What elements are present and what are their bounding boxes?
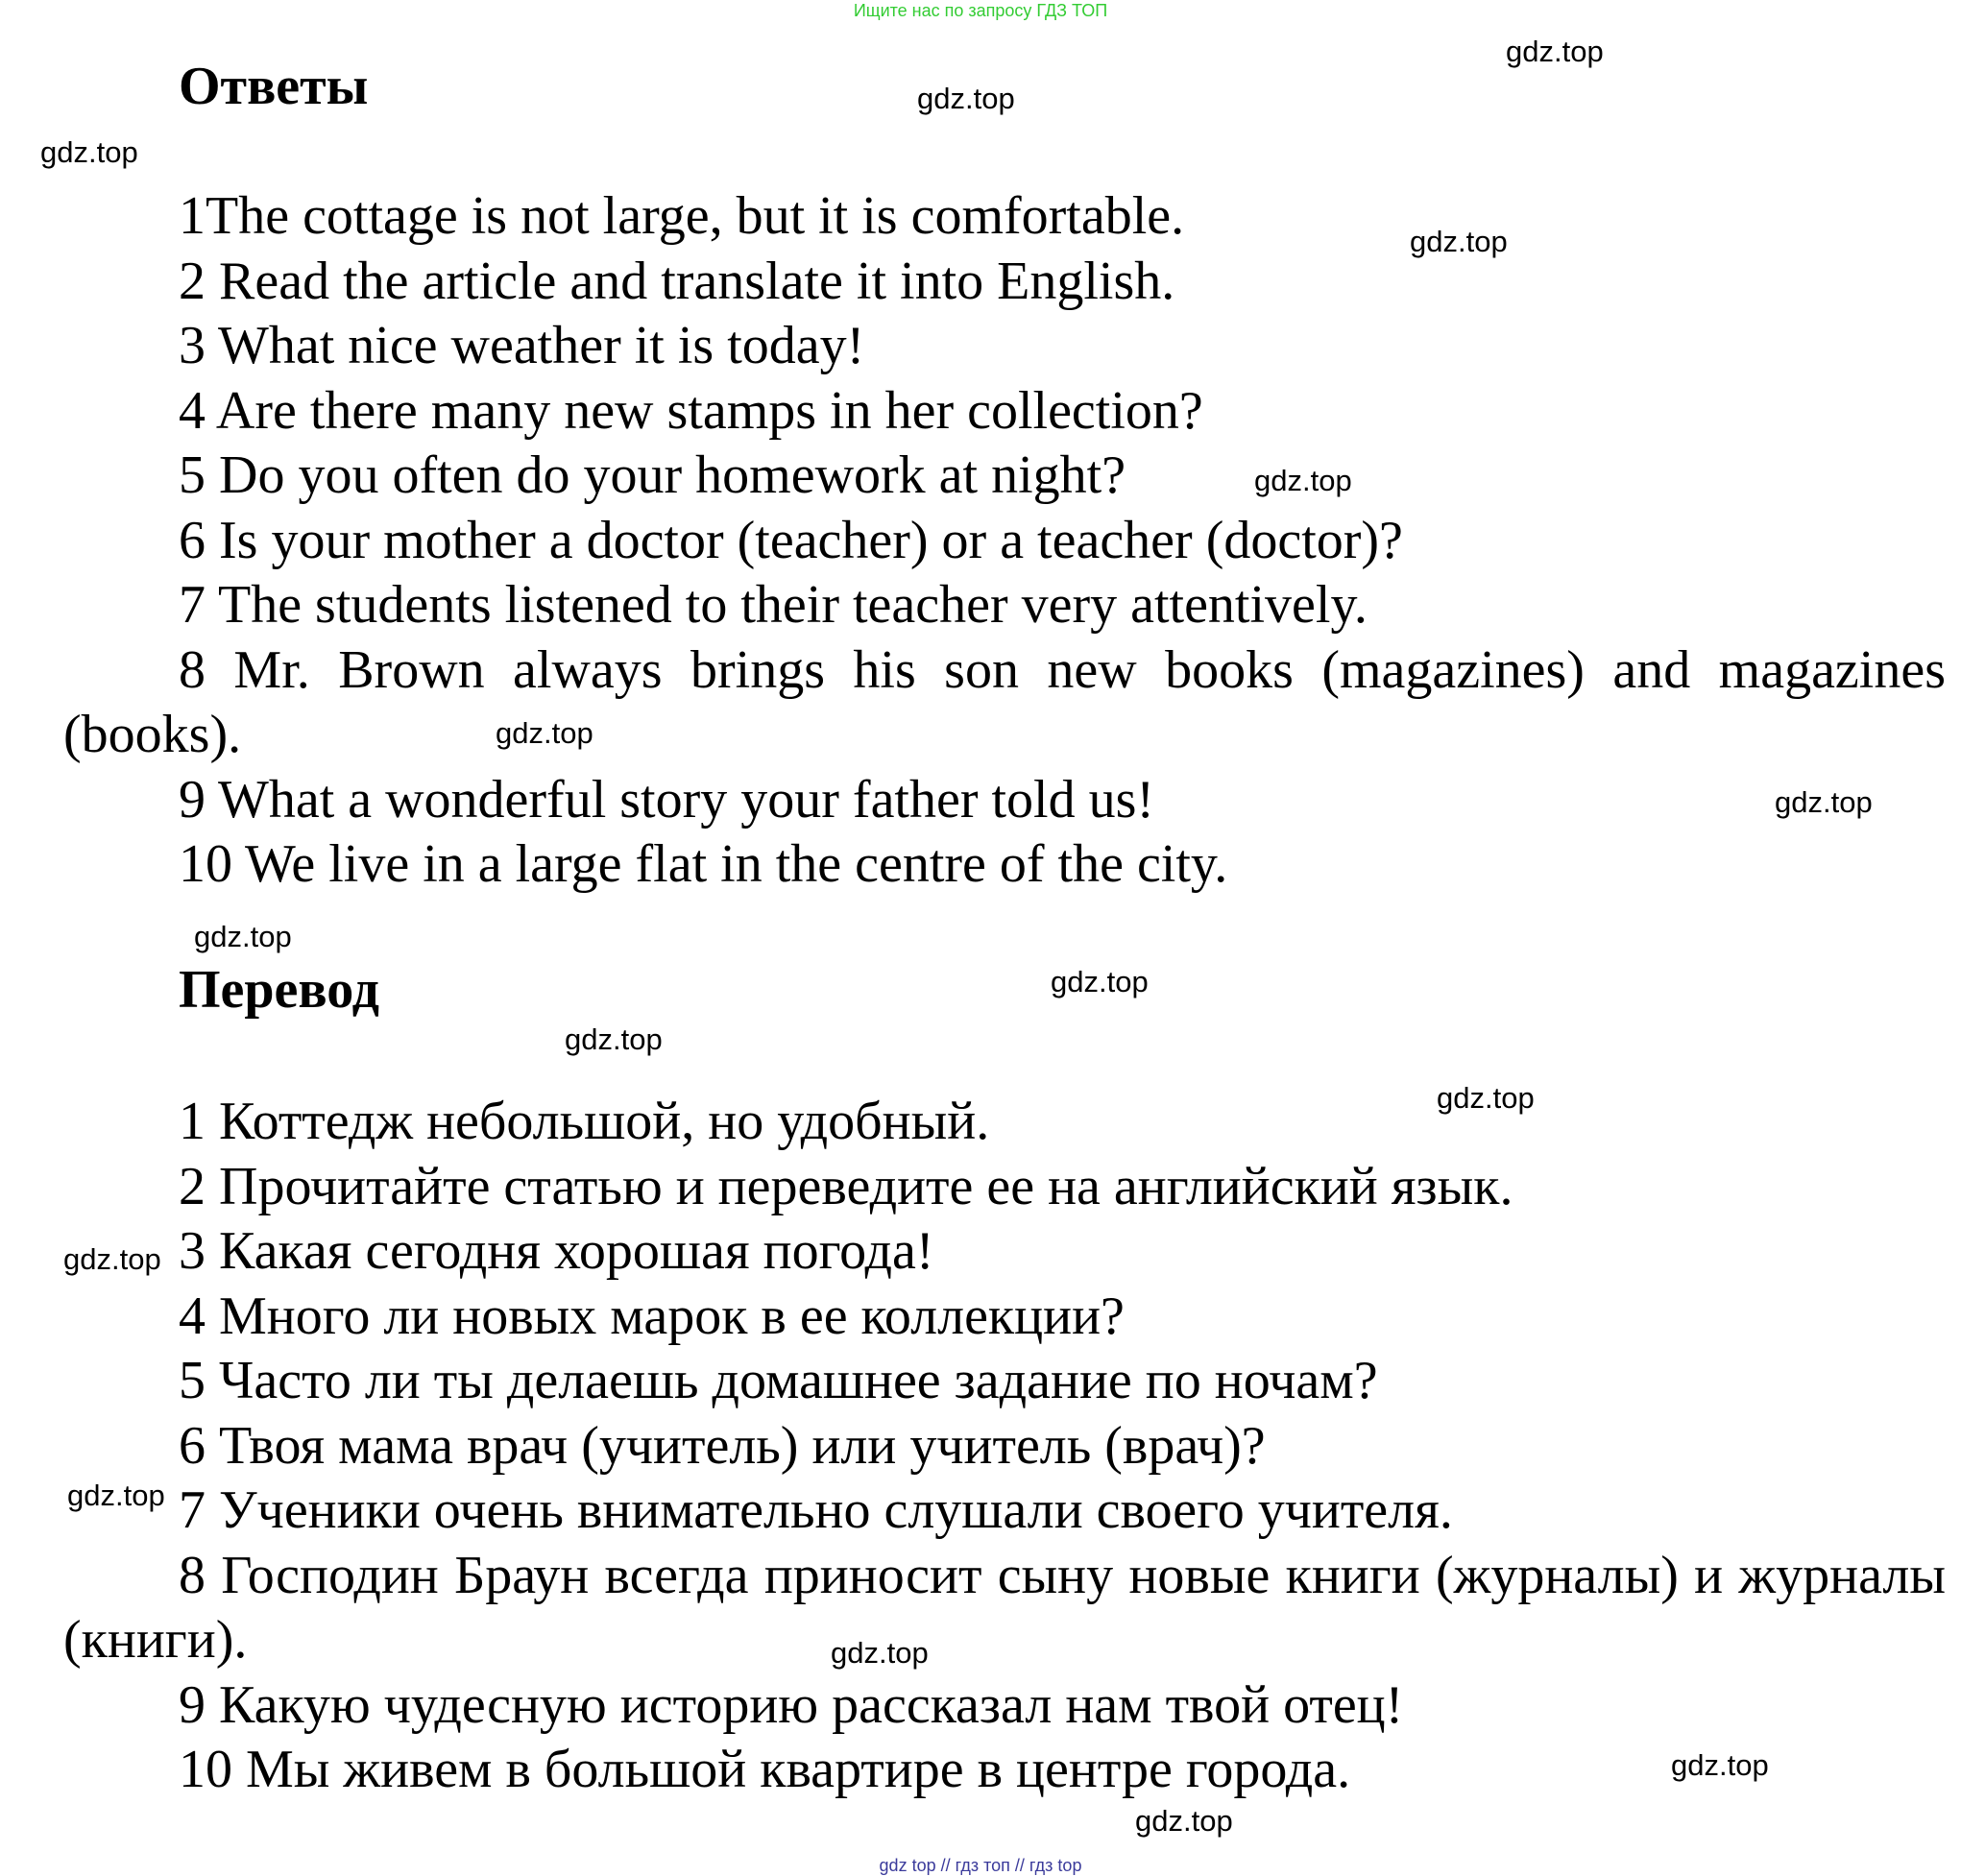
answers-heading: Ответы [179, 57, 369, 116]
watermark: gdz.top [1437, 1081, 1535, 1115]
translation-item: 10 Мы живем в большой квартире в центре города. [179, 1740, 1351, 1799]
translation-item: 5 Часто ли ты делаешь домашнее задание по ночам? [179, 1351, 1378, 1410]
answer-item: 6 Is your mother a doctor (teacher) or a teacher (doctor)? [179, 510, 1403, 570]
translation-item: 2 Прочитайте статью и переведите ее на английский язык. [179, 1156, 1513, 1216]
translation-item: 8 Господин Браун всегда приносит сыну новые книги (журналы) и журналы (книги). [63, 1545, 1946, 1670]
answer-item: 10 We live in a large flat in the centre of the city. [179, 834, 1228, 894]
translation-heading: Перевод [179, 960, 379, 1020]
answers-list [63, 184, 1946, 898]
watermark: gdz.top [917, 82, 1015, 115]
translation-item: 4 Много ли новых марок в ее коллекции? [179, 1286, 1125, 1346]
watermark: gdz.top [1775, 785, 1873, 819]
answer-item: 7 The students listened to their teacher very attentively. [179, 575, 1368, 635]
answer-item: 2 Read the article and translate it into English. [179, 251, 1175, 311]
watermark: gdz.top [1506, 35, 1604, 68]
watermark: gdz.top [1135, 1804, 1233, 1838]
translation-item: 6 Твоя мама врач (учитель) или учитель (врач)? [179, 1415, 1266, 1476]
answer-item: 3 What nice weather it is today! [179, 316, 865, 375]
bottom-banner: gdz top // гдз топ // гдз top [879, 1856, 1082, 1875]
answer-item: 8 Mr. Brown always brings his son new books (magazines) and magazines (books). [63, 639, 1946, 764]
top-banner: Ищите нас по запросу ГДЗ ТОП [853, 1, 1108, 20]
watermark: gdz.top [1410, 225, 1508, 258]
watermark: gdz.top [496, 716, 593, 750]
watermark: gdz.top [831, 1636, 929, 1670]
translation-item: 3 Какая сегодня хорошая погода! [179, 1221, 934, 1281]
watermark: gdz.top [565, 1022, 663, 1056]
translation-item: 1 Коттедж небольшой, но удобный. [179, 1092, 990, 1151]
watermark: gdz.top [1051, 965, 1149, 998]
watermark: gdz.top [40, 135, 138, 169]
watermark: gdz.top [1254, 464, 1352, 497]
answer-item: 1The cottage is not large, but it is comfortable. [179, 186, 1185, 246]
watermark: gdz.top [194, 920, 292, 953]
answer-item: 9 What a wonderful story your father told us! [179, 769, 1155, 830]
watermark: gdz.top [1671, 1748, 1769, 1782]
translation-item: 9 Какую чудесную историю рассказал нам твой отец! [179, 1674, 1404, 1735]
translation-item: 7 Ученики очень внимательно слушали своего учителя. [179, 1480, 1453, 1540]
watermark: gdz.top [67, 1479, 165, 1512]
answer-item: 5 Do you often do your homework at night? [179, 445, 1126, 505]
translation-list [63, 1090, 1946, 1803]
watermark: gdz.top [63, 1242, 161, 1276]
answer-item: 4 Are there many new stamps in her collection? [179, 380, 1203, 441]
